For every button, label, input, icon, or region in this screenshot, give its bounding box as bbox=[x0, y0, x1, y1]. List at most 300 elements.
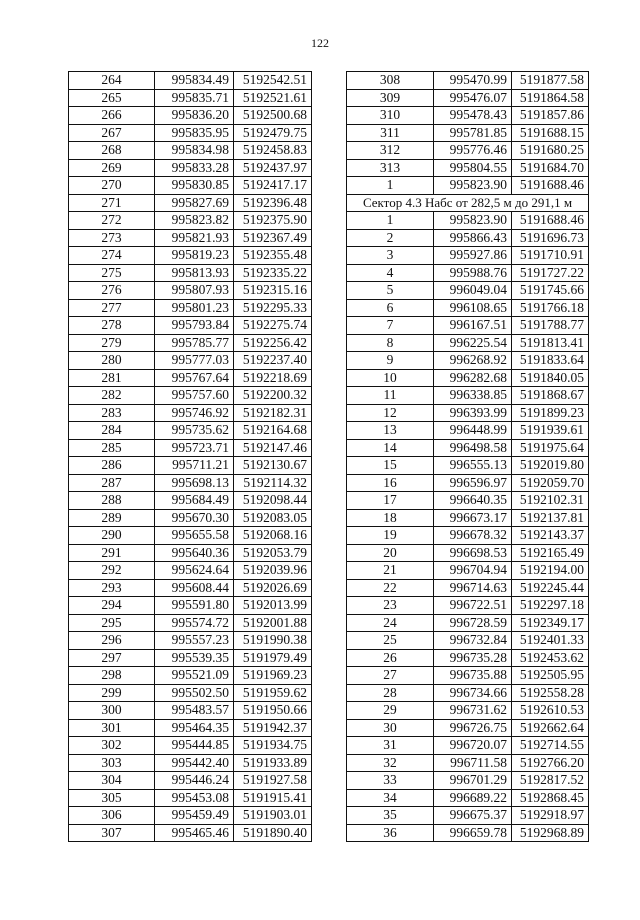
point-number-cell: 278 bbox=[69, 317, 155, 335]
table-row bbox=[347, 299, 589, 317]
point-number-cell: 308 bbox=[347, 72, 434, 90]
y-coordinate-cell: 5191959.62 bbox=[234, 684, 312, 702]
x-coordinate-cell: 996596.97 bbox=[434, 474, 512, 492]
x-coordinate-cell: 996701.29 bbox=[434, 772, 512, 790]
point-number-cell: 292 bbox=[69, 562, 155, 580]
point-number-cell: 5 bbox=[347, 282, 434, 300]
y-coordinate-cell: 5191942.37 bbox=[234, 719, 312, 737]
point-number-cell: 268 bbox=[69, 142, 155, 160]
point-number-cell: 303 bbox=[69, 754, 155, 772]
table-row bbox=[69, 72, 312, 90]
table-row bbox=[69, 422, 312, 440]
point-number-cell: 299 bbox=[69, 684, 155, 702]
y-coordinate-cell: 5192521.61 bbox=[234, 89, 312, 107]
table-row bbox=[347, 404, 589, 422]
y-coordinate-cell: 5191950.66 bbox=[234, 702, 312, 720]
y-coordinate-cell: 5191833.64 bbox=[512, 352, 589, 370]
table-row bbox=[69, 527, 312, 545]
point-number-cell: 27 bbox=[347, 667, 434, 685]
point-number-cell: 290 bbox=[69, 527, 155, 545]
point-number-cell: 270 bbox=[69, 177, 155, 195]
x-coordinate-cell: 995827.69 bbox=[155, 194, 234, 212]
y-coordinate-cell: 5192542.51 bbox=[234, 72, 312, 90]
point-number-cell: 281 bbox=[69, 369, 155, 387]
x-coordinate-cell: 995557.23 bbox=[155, 632, 234, 650]
x-coordinate-cell: 996268.92 bbox=[434, 352, 512, 370]
table-row bbox=[347, 719, 589, 737]
y-coordinate-cell: 5192194.00 bbox=[512, 562, 589, 580]
y-coordinate-cell: 5191939.61 bbox=[512, 422, 589, 440]
table-row bbox=[347, 72, 589, 90]
point-number-cell: 267 bbox=[69, 124, 155, 142]
x-coordinate-cell: 995470.99 bbox=[434, 72, 512, 90]
table-row bbox=[69, 247, 312, 265]
y-coordinate-cell: 5192218.69 bbox=[234, 369, 312, 387]
table-row bbox=[69, 159, 312, 177]
point-number-cell: 300 bbox=[69, 702, 155, 720]
x-coordinate-cell: 995823.90 bbox=[434, 212, 512, 230]
point-number-cell: 284 bbox=[69, 422, 155, 440]
y-coordinate-cell: 5191933.89 bbox=[234, 754, 312, 772]
point-number-cell: 312 bbox=[347, 142, 434, 160]
point-number-cell: 25 bbox=[347, 632, 434, 650]
x-coordinate-cell: 995464.35 bbox=[155, 719, 234, 737]
y-coordinate-cell: 5192417.17 bbox=[234, 177, 312, 195]
table-row bbox=[69, 684, 312, 702]
point-number-cell: 271 bbox=[69, 194, 155, 212]
y-coordinate-cell: 5192001.88 bbox=[234, 614, 312, 632]
x-coordinate-cell: 995655.58 bbox=[155, 527, 234, 545]
x-coordinate-cell: 995988.76 bbox=[434, 264, 512, 282]
table-row bbox=[347, 229, 589, 247]
y-coordinate-cell: 5192237.40 bbox=[234, 352, 312, 370]
x-coordinate-cell: 996498.58 bbox=[434, 439, 512, 457]
y-coordinate-cell: 5192335.22 bbox=[234, 264, 312, 282]
y-coordinate-cell: 5191766.18 bbox=[512, 299, 589, 317]
table-row bbox=[69, 632, 312, 650]
point-number-cell: 22 bbox=[347, 579, 434, 597]
y-coordinate-cell: 5191688.46 bbox=[512, 212, 589, 230]
x-coordinate-cell: 995835.95 bbox=[155, 124, 234, 142]
table-row bbox=[69, 124, 312, 142]
table-row bbox=[347, 474, 589, 492]
point-number-cell: 302 bbox=[69, 737, 155, 755]
point-number-cell: 295 bbox=[69, 614, 155, 632]
y-coordinate-cell: 5192026.69 bbox=[234, 579, 312, 597]
coordinates-table-left bbox=[68, 71, 312, 842]
y-coordinate-cell: 5192256.42 bbox=[234, 334, 312, 352]
x-coordinate-cell: 996711.58 bbox=[434, 754, 512, 772]
table-row bbox=[69, 667, 312, 685]
table-row bbox=[69, 212, 312, 230]
table-row bbox=[347, 789, 589, 807]
y-coordinate-cell: 5192039.96 bbox=[234, 562, 312, 580]
table-row bbox=[69, 369, 312, 387]
point-number-cell: 32 bbox=[347, 754, 434, 772]
x-coordinate-cell: 995539.35 bbox=[155, 649, 234, 667]
table-row bbox=[347, 824, 589, 842]
table-row bbox=[69, 457, 312, 475]
y-coordinate-cell: 5192396.48 bbox=[234, 194, 312, 212]
x-coordinate-cell: 995834.49 bbox=[155, 72, 234, 90]
point-number-cell: 311 bbox=[347, 124, 434, 142]
y-coordinate-cell: 5191927.58 bbox=[234, 772, 312, 790]
x-coordinate-cell: 995574.72 bbox=[155, 614, 234, 632]
x-coordinate-cell: 996704.94 bbox=[434, 562, 512, 580]
table-row bbox=[69, 89, 312, 107]
x-coordinate-cell: 995640.36 bbox=[155, 544, 234, 562]
y-coordinate-cell: 5192013.99 bbox=[234, 597, 312, 615]
table-row bbox=[347, 159, 589, 177]
x-coordinate-cell: 996282.68 bbox=[434, 369, 512, 387]
table-row bbox=[347, 702, 589, 720]
table-row bbox=[69, 439, 312, 457]
y-coordinate-cell: 5191696.73 bbox=[512, 229, 589, 247]
x-coordinate-cell: 995757.60 bbox=[155, 387, 234, 405]
table-row bbox=[347, 89, 589, 107]
point-number-cell: 298 bbox=[69, 667, 155, 685]
section-header-row bbox=[347, 194, 589, 212]
y-coordinate-cell: 5192143.37 bbox=[512, 527, 589, 545]
x-coordinate-cell: 996726.75 bbox=[434, 719, 512, 737]
table-row bbox=[69, 754, 312, 772]
x-coordinate-cell: 995781.85 bbox=[434, 124, 512, 142]
y-coordinate-cell: 5192245.44 bbox=[512, 579, 589, 597]
x-coordinate-cell: 996108.65 bbox=[434, 299, 512, 317]
y-coordinate-cell: 5192297.18 bbox=[512, 597, 589, 615]
y-coordinate-cell: 5192114.32 bbox=[234, 474, 312, 492]
x-coordinate-cell: 995453.08 bbox=[155, 789, 234, 807]
point-number-cell: 264 bbox=[69, 72, 155, 90]
y-coordinate-cell: 5191684.70 bbox=[512, 159, 589, 177]
table-row bbox=[347, 439, 589, 457]
table-row bbox=[347, 352, 589, 370]
table-row bbox=[347, 317, 589, 335]
table-row bbox=[347, 562, 589, 580]
y-coordinate-cell: 5192375.90 bbox=[234, 212, 312, 230]
y-coordinate-cell: 5192083.05 bbox=[234, 509, 312, 527]
x-coordinate-cell: 995830.85 bbox=[155, 177, 234, 195]
y-coordinate-cell: 5192059.70 bbox=[512, 474, 589, 492]
coordinates-table-right bbox=[346, 71, 589, 842]
point-number-cell: 309 bbox=[347, 89, 434, 107]
y-coordinate-cell: 5191903.01 bbox=[234, 807, 312, 825]
x-coordinate-cell: 995866.43 bbox=[434, 229, 512, 247]
point-number-cell: 19 bbox=[347, 527, 434, 545]
y-coordinate-cell: 5192068.16 bbox=[234, 527, 312, 545]
point-number-cell: 304 bbox=[69, 772, 155, 790]
point-number-cell: 274 bbox=[69, 247, 155, 265]
y-coordinate-cell: 5192662.64 bbox=[512, 719, 589, 737]
x-coordinate-cell: 996698.53 bbox=[434, 544, 512, 562]
point-number-cell: 1 bbox=[347, 212, 434, 230]
point-number-cell: 305 bbox=[69, 789, 155, 807]
table-row bbox=[347, 614, 589, 632]
y-coordinate-cell: 5192102.31 bbox=[512, 492, 589, 510]
point-number-cell: 266 bbox=[69, 107, 155, 125]
table-row bbox=[69, 404, 312, 422]
y-coordinate-cell: 5191813.41 bbox=[512, 334, 589, 352]
y-coordinate-cell: 5192165.49 bbox=[512, 544, 589, 562]
table-row bbox=[347, 597, 589, 615]
point-number-cell: 313 bbox=[347, 159, 434, 177]
x-coordinate-cell: 995521.09 bbox=[155, 667, 234, 685]
y-coordinate-cell: 5192479.75 bbox=[234, 124, 312, 142]
y-coordinate-cell: 5192505.95 bbox=[512, 667, 589, 685]
point-number-cell: 283 bbox=[69, 404, 155, 422]
x-coordinate-cell: 995835.71 bbox=[155, 89, 234, 107]
point-number-cell: 282 bbox=[69, 387, 155, 405]
point-number-cell: 307 bbox=[69, 824, 155, 842]
point-number-cell: 6 bbox=[347, 299, 434, 317]
table-row bbox=[347, 807, 589, 825]
y-coordinate-cell: 5192610.53 bbox=[512, 702, 589, 720]
table-row bbox=[69, 597, 312, 615]
point-number-cell: 9 bbox=[347, 352, 434, 370]
x-coordinate-cell: 996338.85 bbox=[434, 387, 512, 405]
x-coordinate-cell: 995476.07 bbox=[434, 89, 512, 107]
x-coordinate-cell: 995459.49 bbox=[155, 807, 234, 825]
point-number-cell: 20 bbox=[347, 544, 434, 562]
x-coordinate-cell: 996728.59 bbox=[434, 614, 512, 632]
point-number-cell: 273 bbox=[69, 229, 155, 247]
table-row bbox=[347, 457, 589, 475]
table-row bbox=[69, 229, 312, 247]
point-number-cell: 288 bbox=[69, 492, 155, 510]
y-coordinate-cell: 5192355.48 bbox=[234, 247, 312, 265]
x-coordinate-cell: 995444.85 bbox=[155, 737, 234, 755]
point-number-cell: 10 bbox=[347, 369, 434, 387]
table-row bbox=[69, 562, 312, 580]
y-coordinate-cell: 5191840.05 bbox=[512, 369, 589, 387]
point-number-cell: 296 bbox=[69, 632, 155, 650]
y-coordinate-cell: 5191688.15 bbox=[512, 124, 589, 142]
y-coordinate-cell: 5192714.55 bbox=[512, 737, 589, 755]
x-coordinate-cell: 995823.90 bbox=[434, 177, 512, 195]
point-number-cell: 35 bbox=[347, 807, 434, 825]
x-coordinate-cell: 996640.35 bbox=[434, 492, 512, 510]
x-coordinate-cell: 995833.28 bbox=[155, 159, 234, 177]
x-coordinate-cell: 995698.13 bbox=[155, 474, 234, 492]
table-row bbox=[69, 387, 312, 405]
section-header: Сектор 4.3 Набс от 282,5 м до 291,1 м bbox=[347, 194, 589, 212]
point-number-cell: 272 bbox=[69, 212, 155, 230]
table-row bbox=[347, 632, 589, 650]
y-coordinate-cell: 5192349.17 bbox=[512, 614, 589, 632]
x-coordinate-cell: 995821.93 bbox=[155, 229, 234, 247]
table-row bbox=[347, 177, 589, 195]
table-row bbox=[69, 614, 312, 632]
x-coordinate-cell: 995608.44 bbox=[155, 579, 234, 597]
y-coordinate-cell: 5192182.31 bbox=[234, 404, 312, 422]
point-number-cell: 287 bbox=[69, 474, 155, 492]
table-row bbox=[347, 579, 589, 597]
x-coordinate-cell: 995823.82 bbox=[155, 212, 234, 230]
point-number-cell: 306 bbox=[69, 807, 155, 825]
x-coordinate-cell: 995446.24 bbox=[155, 772, 234, 790]
point-number-cell: 310 bbox=[347, 107, 434, 125]
x-coordinate-cell: 995927.86 bbox=[434, 247, 512, 265]
x-coordinate-cell: 996689.22 bbox=[434, 789, 512, 807]
x-coordinate-cell: 996448.99 bbox=[434, 422, 512, 440]
y-coordinate-cell: 5192019.80 bbox=[512, 457, 589, 475]
x-coordinate-cell: 996659.78 bbox=[434, 824, 512, 842]
y-coordinate-cell: 5191990.38 bbox=[234, 632, 312, 650]
table-row bbox=[69, 317, 312, 335]
y-coordinate-cell: 5192200.32 bbox=[234, 387, 312, 405]
y-coordinate-cell: 5192817.52 bbox=[512, 772, 589, 790]
y-coordinate-cell: 5192367.49 bbox=[234, 229, 312, 247]
y-coordinate-cell: 5192164.68 bbox=[234, 422, 312, 440]
point-number-cell: 15 bbox=[347, 457, 434, 475]
y-coordinate-cell: 5191788.77 bbox=[512, 317, 589, 335]
x-coordinate-cell: 995746.92 bbox=[155, 404, 234, 422]
table-row bbox=[347, 422, 589, 440]
y-coordinate-cell: 5191975.64 bbox=[512, 439, 589, 457]
point-number-cell: 8 bbox=[347, 334, 434, 352]
table-row bbox=[347, 509, 589, 527]
point-number-cell: 29 bbox=[347, 702, 434, 720]
x-coordinate-cell: 995723.71 bbox=[155, 439, 234, 457]
table-row bbox=[347, 544, 589, 562]
point-number-cell: 21 bbox=[347, 562, 434, 580]
x-coordinate-cell: 996675.37 bbox=[434, 807, 512, 825]
table-row bbox=[69, 142, 312, 160]
point-number-cell: 276 bbox=[69, 282, 155, 300]
x-coordinate-cell: 995807.93 bbox=[155, 282, 234, 300]
x-coordinate-cell: 995465.46 bbox=[155, 824, 234, 842]
point-number-cell: 33 bbox=[347, 772, 434, 790]
point-number-cell: 301 bbox=[69, 719, 155, 737]
x-coordinate-cell: 996734.66 bbox=[434, 684, 512, 702]
point-number-cell: 18 bbox=[347, 509, 434, 527]
y-coordinate-cell: 5192130.67 bbox=[234, 457, 312, 475]
x-coordinate-cell: 995813.93 bbox=[155, 264, 234, 282]
point-number-cell: 4 bbox=[347, 264, 434, 282]
point-number-cell: 34 bbox=[347, 789, 434, 807]
table-row bbox=[347, 649, 589, 667]
table-row bbox=[347, 667, 589, 685]
y-coordinate-cell: 5192458.83 bbox=[234, 142, 312, 160]
x-coordinate-cell: 996167.51 bbox=[434, 317, 512, 335]
x-coordinate-cell: 995670.30 bbox=[155, 509, 234, 527]
table-row bbox=[347, 772, 589, 790]
point-number-cell: 280 bbox=[69, 352, 155, 370]
point-number-cell: 265 bbox=[69, 89, 155, 107]
y-coordinate-cell: 5192147.46 bbox=[234, 439, 312, 457]
table-row bbox=[69, 177, 312, 195]
table-row bbox=[69, 107, 312, 125]
point-number-cell: 294 bbox=[69, 597, 155, 615]
x-coordinate-cell: 995711.21 bbox=[155, 457, 234, 475]
point-number-cell: 24 bbox=[347, 614, 434, 632]
point-number-cell: 14 bbox=[347, 439, 434, 457]
point-number-cell: 1 bbox=[347, 177, 434, 195]
x-coordinate-cell: 995684.49 bbox=[155, 492, 234, 510]
point-number-cell: 26 bbox=[347, 649, 434, 667]
point-number-cell: 36 bbox=[347, 824, 434, 842]
y-coordinate-cell: 5191710.91 bbox=[512, 247, 589, 265]
table-row bbox=[347, 527, 589, 545]
y-coordinate-cell: 5191979.49 bbox=[234, 649, 312, 667]
x-coordinate-cell: 996714.63 bbox=[434, 579, 512, 597]
y-coordinate-cell: 5192766.20 bbox=[512, 754, 589, 772]
x-coordinate-cell: 995785.77 bbox=[155, 334, 234, 352]
point-number-cell: 279 bbox=[69, 334, 155, 352]
table-row bbox=[69, 807, 312, 825]
x-coordinate-cell: 996049.04 bbox=[434, 282, 512, 300]
y-coordinate-cell: 5191688.46 bbox=[512, 177, 589, 195]
table-row bbox=[347, 282, 589, 300]
y-coordinate-cell: 5192500.68 bbox=[234, 107, 312, 125]
table-row bbox=[69, 194, 312, 212]
y-coordinate-cell: 5191890.40 bbox=[234, 824, 312, 842]
x-coordinate-cell: 996555.13 bbox=[434, 457, 512, 475]
table-row bbox=[69, 544, 312, 562]
y-coordinate-cell: 5191745.66 bbox=[512, 282, 589, 300]
y-coordinate-cell: 5192053.79 bbox=[234, 544, 312, 562]
x-coordinate-cell: 995804.55 bbox=[434, 159, 512, 177]
y-coordinate-cell: 5191877.58 bbox=[512, 72, 589, 90]
y-coordinate-cell: 5192137.81 bbox=[512, 509, 589, 527]
y-coordinate-cell: 5191969.23 bbox=[234, 667, 312, 685]
table-row bbox=[69, 282, 312, 300]
table-row bbox=[347, 737, 589, 755]
x-coordinate-cell: 995801.23 bbox=[155, 299, 234, 317]
table-row bbox=[69, 719, 312, 737]
y-coordinate-cell: 5191915.41 bbox=[234, 789, 312, 807]
x-coordinate-cell: 996722.51 bbox=[434, 597, 512, 615]
y-coordinate-cell: 5191934.75 bbox=[234, 737, 312, 755]
y-coordinate-cell: 5192968.89 bbox=[512, 824, 589, 842]
table-row bbox=[347, 754, 589, 772]
point-number-cell: 11 bbox=[347, 387, 434, 405]
y-coordinate-cell: 5192453.62 bbox=[512, 649, 589, 667]
table-row bbox=[347, 142, 589, 160]
x-coordinate-cell: 996731.62 bbox=[434, 702, 512, 720]
x-coordinate-cell: 995735.62 bbox=[155, 422, 234, 440]
x-coordinate-cell: 996732.84 bbox=[434, 632, 512, 650]
point-number-cell: 30 bbox=[347, 719, 434, 737]
point-number-cell: 2 bbox=[347, 229, 434, 247]
point-number-cell: 17 bbox=[347, 492, 434, 510]
y-coordinate-cell: 5192295.33 bbox=[234, 299, 312, 317]
point-number-cell: 23 bbox=[347, 597, 434, 615]
table-row bbox=[347, 124, 589, 142]
table-row bbox=[69, 352, 312, 370]
point-number-cell: 12 bbox=[347, 404, 434, 422]
point-number-cell: 7 bbox=[347, 317, 434, 335]
y-coordinate-cell: 5191899.23 bbox=[512, 404, 589, 422]
x-coordinate-cell: 995483.57 bbox=[155, 702, 234, 720]
x-coordinate-cell: 995836.20 bbox=[155, 107, 234, 125]
x-coordinate-cell: 995767.64 bbox=[155, 369, 234, 387]
x-coordinate-cell: 995442.40 bbox=[155, 754, 234, 772]
table-row bbox=[69, 789, 312, 807]
page-number: 122 bbox=[311, 36, 329, 50]
table-row bbox=[347, 212, 589, 230]
y-coordinate-cell: 5191857.86 bbox=[512, 107, 589, 125]
point-number-cell: 13 bbox=[347, 422, 434, 440]
x-coordinate-cell: 995624.64 bbox=[155, 562, 234, 580]
x-coordinate-cell: 995777.03 bbox=[155, 352, 234, 370]
table-row bbox=[69, 702, 312, 720]
y-coordinate-cell: 5191868.67 bbox=[512, 387, 589, 405]
point-number-cell: 277 bbox=[69, 299, 155, 317]
table-row bbox=[69, 579, 312, 597]
table-row bbox=[69, 492, 312, 510]
x-coordinate-cell: 996678.32 bbox=[434, 527, 512, 545]
